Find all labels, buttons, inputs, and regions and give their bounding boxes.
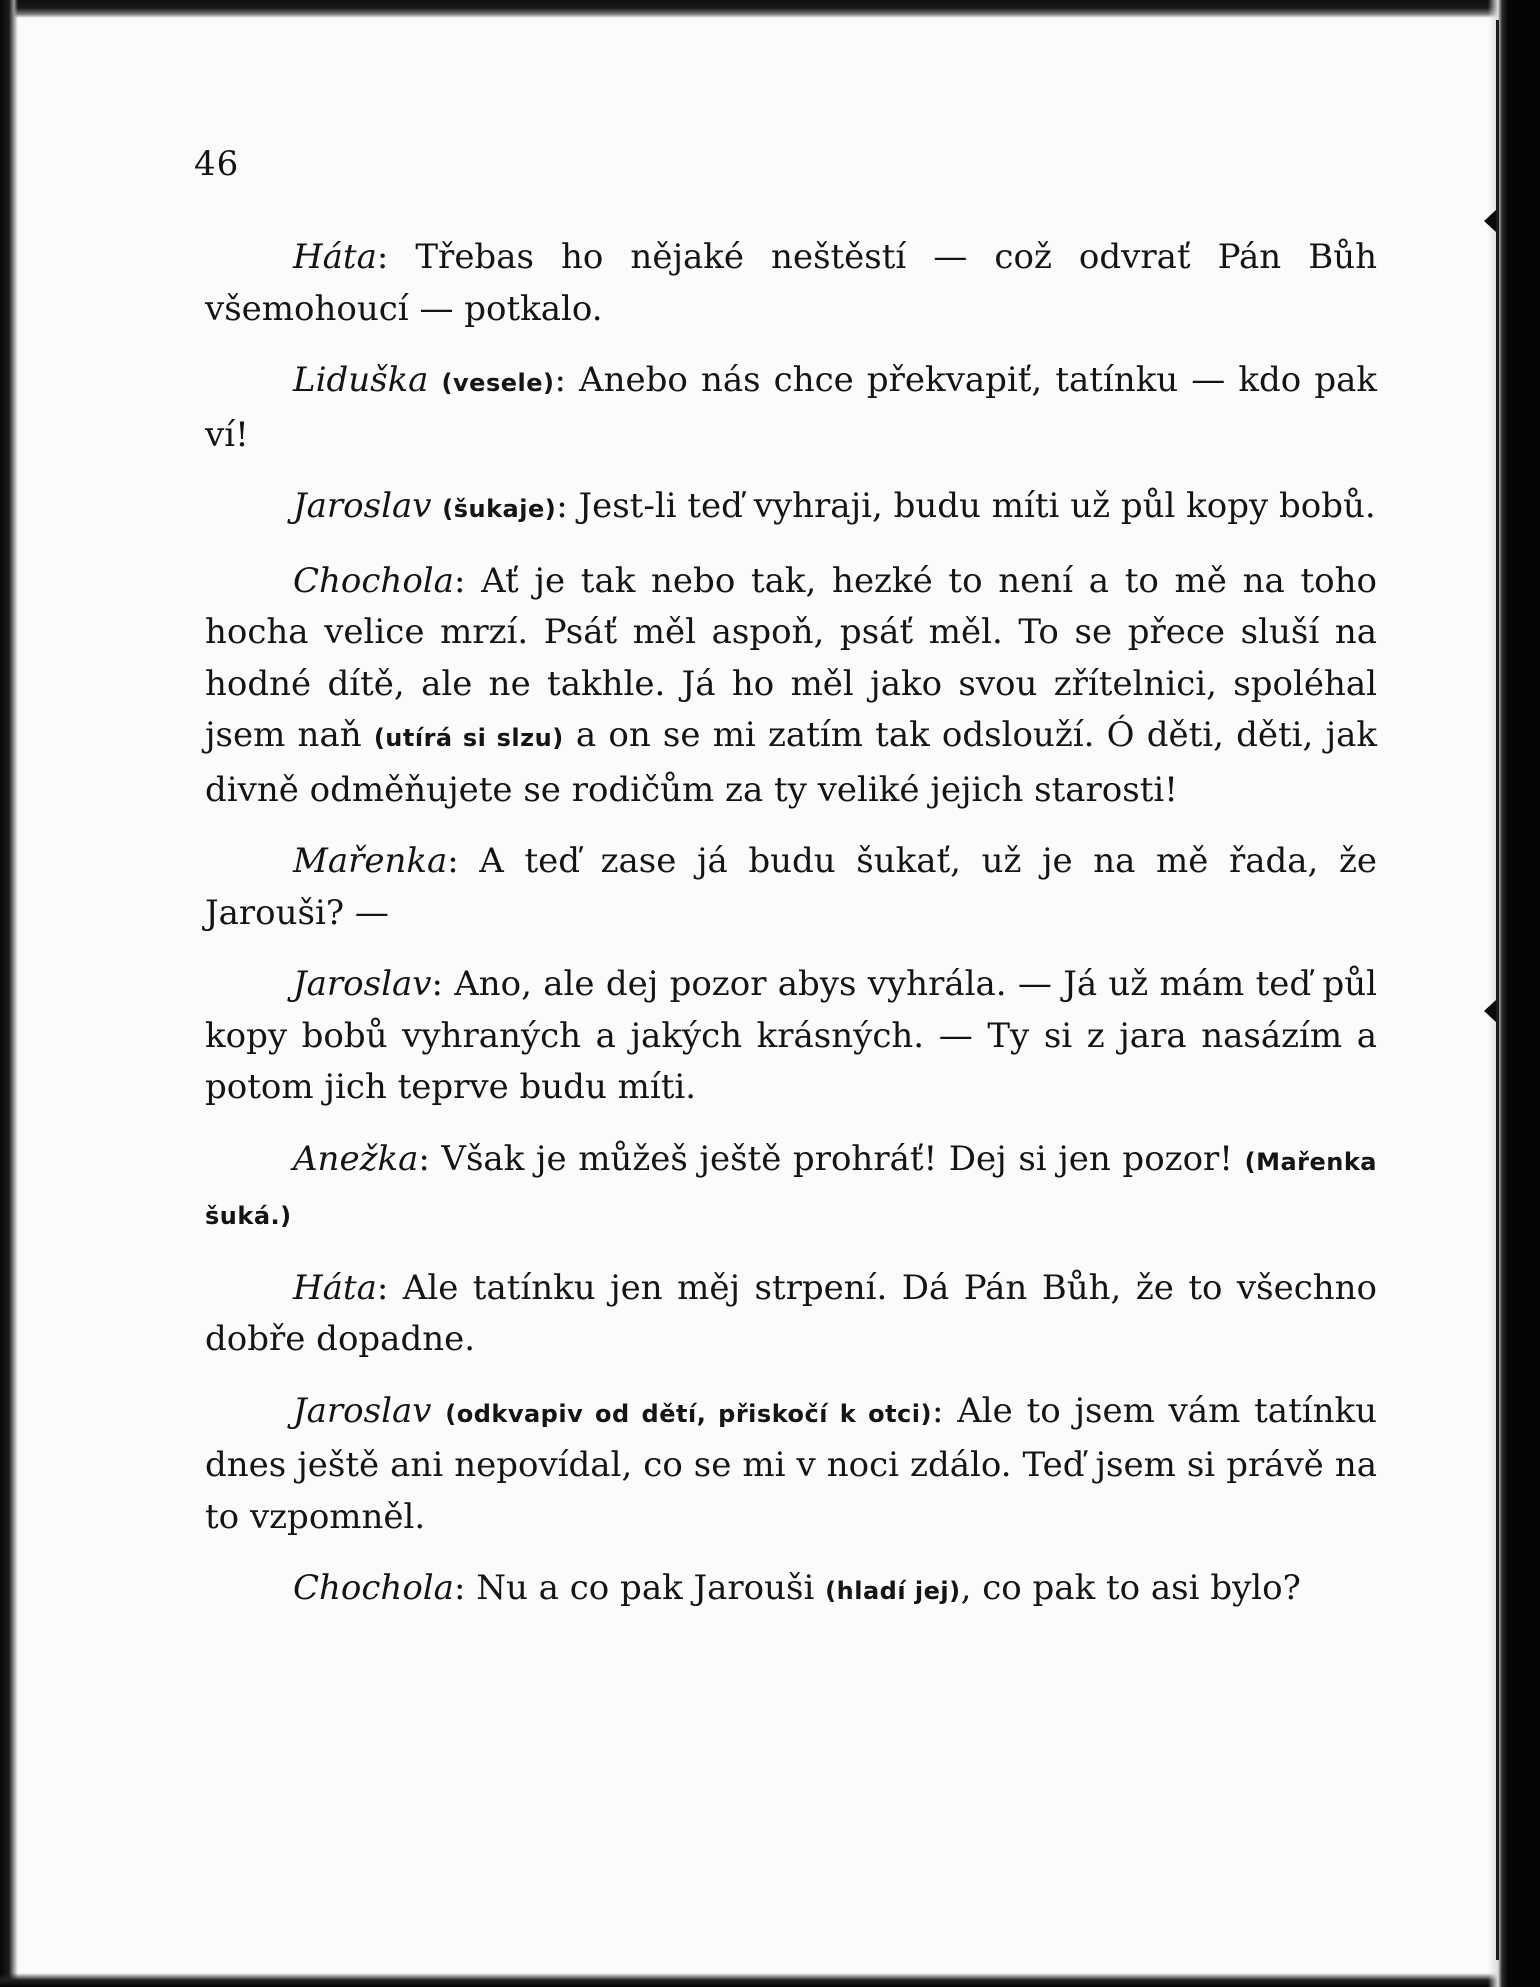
scan-border-left bbox=[0, 0, 18, 1987]
stage-direction: (utírá si slzu) bbox=[373, 724, 564, 752]
dialogue-paragraph bbox=[205, 355, 1377, 461]
stage-direction: (odkvapiv od dětí, přiskočí k otci) bbox=[445, 1399, 932, 1428]
dialogue-paragraph bbox=[205, 1563, 1377, 1618]
speech-text: : Však je můžeš ještě prohráť! Dej si jen pozor! bbox=[418, 1138, 1245, 1179]
speech-text: : Ano, ale dej pozor abys vyhrála. — Já už mám teď půl kopy bobů vyhraných a jakých krásných. — Ty si z jara nasázím a potom jich teprve budu míti. bbox=[205, 964, 1377, 1107]
speech-text: : Ať je tak nebo tak, hezké to není a to mě na toho hocha velice mrzí. Psáť měl aspoň, psáť měl. To se přece sluší na hodné dítě, ale ne takhle. Já ho měl jako svou zřítelnici, spoléhal jsem naň bbox=[205, 560, 1377, 755]
stage-direction: (Mařenka šuká.) bbox=[205, 1147, 1377, 1230]
speech-text bbox=[431, 1391, 445, 1431]
speech-text bbox=[431, 486, 442, 526]
stage-direction: (hladí jej) bbox=[825, 1577, 961, 1605]
speaker-name: Mařenka bbox=[293, 841, 448, 881]
speaker-name: Chochola bbox=[293, 1568, 454, 1608]
dialogue-paragraph bbox=[205, 959, 1377, 1114]
stage-direction: (vesele) bbox=[441, 369, 555, 397]
speech-text: : Jest-li teď vyhraji, budu míti už půl kopy bobů. bbox=[556, 486, 1376, 526]
page-edge-line bbox=[1496, 20, 1499, 1960]
speech-text bbox=[428, 360, 441, 400]
speaker-name: Háta bbox=[293, 1267, 377, 1308]
dialogue-paragraph bbox=[205, 1134, 1377, 1243]
speaker-name: Liduška bbox=[293, 360, 429, 400]
dialogue-paragraph bbox=[205, 232, 1377, 335]
speech-text: : Anebo nás chce překvapiť, tatínku — kdo pak ví! bbox=[205, 360, 1377, 455]
dialogue-paragraph bbox=[205, 836, 1377, 939]
speaker-name: Chochola bbox=[293, 560, 454, 601]
speech-text: : Ale to jsem vám tatínku dnes ještě ani nepovídal, co se mi v noci zdálo. Teď jsem si právě na to vzpomněl. bbox=[205, 1390, 1377, 1537]
binding-notch bbox=[1484, 210, 1496, 232]
binding-notch bbox=[1484, 1000, 1496, 1022]
speaker-name: Jaroslav bbox=[293, 964, 432, 1004]
dialogue-text bbox=[205, 232, 1377, 1638]
speech-text: , co pak to asi bylo? bbox=[960, 1568, 1301, 1608]
speaker-name: Jaroslav bbox=[293, 1390, 432, 1431]
page-number: 46 bbox=[194, 144, 240, 184]
scan-border-top bbox=[0, 0, 1540, 18]
dialogue-paragraph bbox=[205, 481, 1377, 536]
dialogue-paragraph bbox=[205, 556, 1377, 817]
scan-border-bottom bbox=[0, 1973, 1540, 1987]
speaker-name: Háta bbox=[293, 237, 377, 277]
speaker-name: Anežka bbox=[293, 1138, 419, 1179]
speech-text: : Nu a co pak Jarouši bbox=[453, 1568, 826, 1608]
speech-text: : Třebas ho nějaké neštěstí — což odvrať Pán Bůh všemohoucí — potkalo. bbox=[205, 237, 1377, 329]
dialogue-paragraph bbox=[205, 1386, 1377, 1544]
speech-text: : Ale tatínku jen měj strpení. Dá Pán Bůh, že to všechno dobře dopadne. bbox=[205, 1267, 1377, 1359]
dialogue-paragraph bbox=[205, 1263, 1377, 1366]
speaker-name: Jaroslav bbox=[293, 486, 432, 526]
speech-text: : A teď zase já budu šukať, už je na mě řada, že Jarouši? — bbox=[205, 841, 1377, 933]
speech-text: a on se mi zatím tak odslouží. Ó děti, děti, jak divně odměňujete se rodičům za ty veliké jejich starosti! bbox=[205, 715, 1377, 810]
stage-direction: (šukaje) bbox=[442, 495, 557, 523]
